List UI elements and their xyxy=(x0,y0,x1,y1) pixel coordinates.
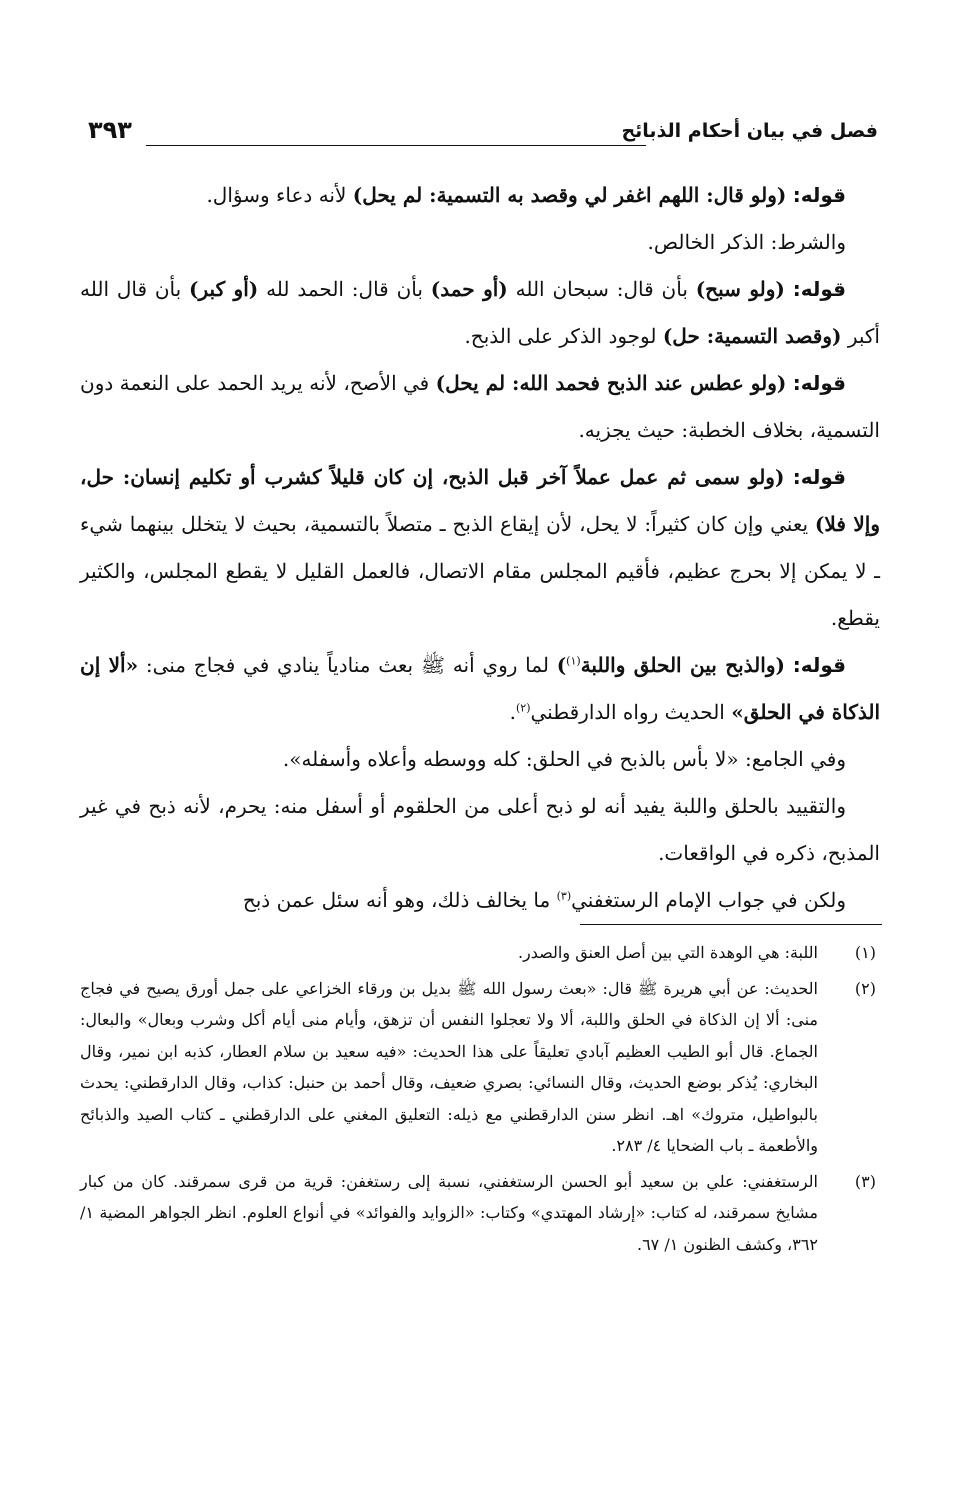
body-text: ولكن في جواب الإمام الرستغفني xyxy=(571,888,846,912)
header-rule xyxy=(146,145,646,146)
page-number: ٣٩٣ xyxy=(88,116,132,144)
body-text: والشرط: الذكر الخالص. xyxy=(647,230,846,254)
paragraph-9 xyxy=(80,877,880,924)
footnotes xyxy=(80,937,876,1264)
footnote-marker: (١) xyxy=(854,943,876,962)
footnote-marker: (٣) xyxy=(854,1171,876,1191)
quote-label: قوله: xyxy=(792,183,846,207)
body-text: والتقييد بالحلق واللبة يفيد أنه لو ذبح أعلى من الحلقوم أو أسفل منه: يحرم، لأنه ذبح في غير المذبح، ذكره في الواقعات. xyxy=(80,794,880,865)
body-text: يعني وإن كان كثيراً: لا يحل، لأن إيقاع الذبح ـ متصلاً بالتسمية، بحيث لا يتخلل بينهما شيء ـ لا يمكن إلا بحرج عظيم، فأقيم المجلس مقام الاتصال، فالعمل القليل لا يقطع المجلس، والكثير يقطع. xyxy=(80,512,880,630)
body-text: الحديث رواه الدارقطني xyxy=(530,700,732,724)
paragraph-1 xyxy=(80,172,880,219)
footnote-text: الحديث: عن أبي هريرة ﷺ قال: «بعث رسول الله ﷺ بديل بن ورقاء الخزاعي على جمل أورق يصيح في فجاج منى: ألا إن الذكاة في الحلق واللبة، ألا ولا تعجلوا النفس أن تزهق، وأيام منى أيام أكل وشرب وبعال» والبعال: الجماع. قال أبو الطيب العظيم آبادي تعليقاً على هذا الحديث: «فيه سعيد بن سلام العطار، كذبه ابن نمير، وقال البخاري: يُذكر بوضع الحديث، وقال النسائي: بصري ضعيف، وقال أحمد بن حنبل: كذاب، وقال الدارقطني: يحدث بالبواطيل، متروك» اهـ. انظر سنن الدارقطني مع ذيله: التعليق المغني على الدارقطني ـ كتاب الصيد والذبائح والأطعمة ـ باب الضحايا ٤/ ٢٨٣. xyxy=(80,978,819,1155)
bold-text: (ولو عطس عند الذبح فحمد الله: لم يحل) xyxy=(435,371,787,395)
paragraph-3 xyxy=(80,266,880,360)
quote-label: قوله: xyxy=(792,465,846,489)
bold-text: (أو كبر) xyxy=(189,277,259,301)
bold-text: (وقصد التسمية: حل) xyxy=(662,324,842,348)
body-text: لما روي أنه ﷺ بعث منادياً ينادي في فجاج منى: xyxy=(138,653,557,677)
footnote-ref-1[interactable]: (١) xyxy=(566,654,581,668)
footnote-text: الرستغفني: علي بن سعيد أبو الحسن الرستغفني، نسبة إلى رستغفن: قرية من قرى سمرقند. كان من كبار مشايخ سمرقند، له كتاب: «إرشاد المهتدي» وكتاب: «الزوايد والفوائد» في أنواع العلوم. انظر الجواهر المضية ١/ ٣٦٢، وكشف الظنون ١/ ٦٧. xyxy=(80,1171,818,1254)
footnote-ref-2[interactable]: (٢) xyxy=(515,701,531,715)
quote-label: قوله: xyxy=(792,371,846,395)
paragraph-4 xyxy=(80,360,880,454)
running-header xyxy=(88,116,878,156)
body-text: . xyxy=(509,700,516,724)
footnote-text: اللبة: هي الوهدة التي بين أصل العنق والصدر. xyxy=(517,943,818,962)
body-text: بأن قال الله أكبر xyxy=(80,277,880,348)
paragraph-5 xyxy=(80,454,880,642)
body-text: وفي الجامع: «لا بأس بالذبح في الحلق: كله ووسطه وأعلاه وأسفله». xyxy=(282,747,846,771)
bold-text: (ولو سبح) xyxy=(695,277,785,301)
footnote-1 xyxy=(80,937,876,969)
footnote-ref-3[interactable]: (٣) xyxy=(556,889,572,903)
body-text: ما يخالف ذلك، وهو أنه سئل عمن ذبح xyxy=(242,888,557,912)
paragraph-6 xyxy=(80,642,880,736)
body-text: بأن قال: الحمد لله xyxy=(258,277,431,301)
main-text xyxy=(80,172,880,924)
bold-text: (أو حمد) xyxy=(430,277,508,301)
bold-text: (ولو قال: اللهم اغفر لي وقصد به التسمية: لم يحل) xyxy=(352,183,787,207)
body-text: بأن قال: سبحان الله xyxy=(507,277,696,301)
quote-label: قوله: xyxy=(792,277,846,301)
paragraph-8 xyxy=(80,783,880,877)
bold-text: (والذبح بين الحلق واللبة xyxy=(580,653,785,677)
footnote-2 xyxy=(80,973,876,1162)
quote-label: قوله: xyxy=(792,653,847,677)
paragraph-7 xyxy=(80,736,880,783)
chapter-title: فصل في بيان أحكام الذبائح xyxy=(621,120,878,142)
footnote-3 xyxy=(80,1166,876,1261)
bold-text: ) xyxy=(556,653,567,677)
body-text: لأنه دعاء وسؤال. xyxy=(206,183,353,207)
body-text: في الأصح، لأنه يريد الحمد على النعمة دون التسمية، بخلاف الخطبة: حيث يجزيه. xyxy=(80,371,880,442)
footnote-marker: (٢) xyxy=(854,978,876,998)
paragraph-2 xyxy=(80,219,880,266)
footnote-separator xyxy=(580,924,882,925)
bold-text: (ولو سمى ثم عمل عملاً آخر قبل الذبح، إن كان قليلاً كشرب أو تكليم إنسان: حل، وإلا فلا) xyxy=(80,465,880,536)
bold-text: «ألا إن الذكاة في الحلق» xyxy=(80,653,880,724)
body-text: لوجود الذكر على الذبح. xyxy=(464,324,663,348)
